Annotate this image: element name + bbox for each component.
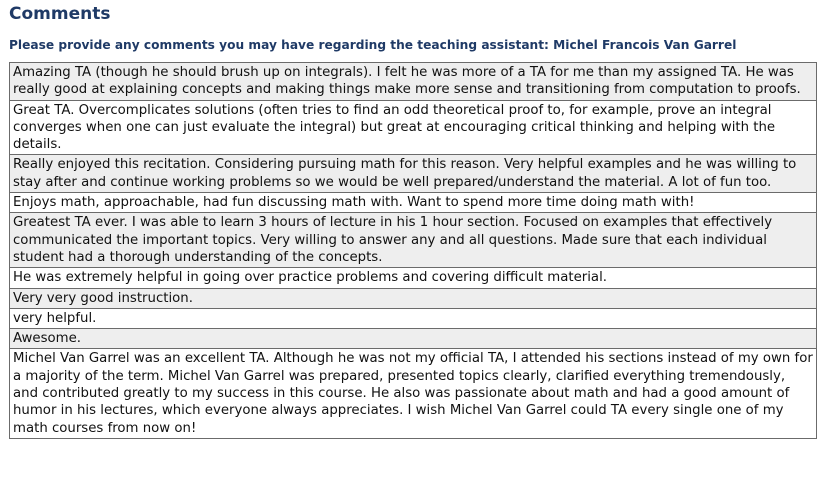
comment-row [10, 193, 817, 213]
question-heading: Please provide any comments you may have regarding the teaching assistant: Michel Francois Van Garrel [9, 38, 737, 52]
comment-text: Amazing TA (though he should brush up on integrals). I felt he was more of a TA for me than my assigned TA. He was really good at explaining concepts and making things make more sense and transitioning from computation to proofs. [10, 63, 817, 101]
comment-text: very helpful. [10, 308, 817, 328]
comment-text: Michel Van Garrel was an excellent TA. Although he was not my official TA, I attended his sections instead of my own for a majority of the term. Michel Van Garrel was prepared, presented topics clearly, clarified everything tremendously, and contributed greatly to my success in this course. He also was passionate about math and had a good amount of humor in his lectures, which everyone always appreciates. I wish Michel Van Garrel could TA every single one of my math courses from now on! [10, 349, 817, 438]
comment-text: Awesome. [10, 329, 817, 349]
comment-text: Enjoys math, approachable, had fun discussing math with. Want to spend more time doing math with! [10, 193, 817, 213]
comment-row [10, 308, 817, 328]
comment-row [10, 268, 817, 288]
comment-row [10, 288, 817, 308]
comment-row [10, 213, 817, 268]
page-title: Comments [9, 4, 111, 24]
comment-text: Great TA. Overcomplicates solutions (often tries to find an odd theoretical proof to, for example, prove an integral converges when one can just evaluate the integral) but great at encouraging critical thinking and helping with the details. [10, 100, 817, 155]
comment-text: Greatest TA ever. I was able to learn 3 hours of lecture in his 1 hour section. Focused on examples that effectively communicated the important topics. Very willing to answer any and all questions. Made sure that each individual student had a thorough understanding of the concepts. [10, 213, 817, 268]
comment-row [10, 100, 817, 155]
comment-row [10, 349, 817, 438]
comments-table [9, 62, 817, 439]
comment-text: Really enjoyed this recitation. Considering pursuing math for this reason. Very helpful examples and he was willing to stay after and continue working problems so we would be well prepared/understand the material. A lot of fun too. [10, 155, 817, 193]
comment-row [10, 63, 817, 101]
comment-row [10, 329, 817, 349]
comment-text: Very very good instruction. [10, 288, 817, 308]
comment-text: He was extremely helpful in going over practice problems and covering difficult material. [10, 268, 817, 288]
comment-row [10, 155, 817, 193]
